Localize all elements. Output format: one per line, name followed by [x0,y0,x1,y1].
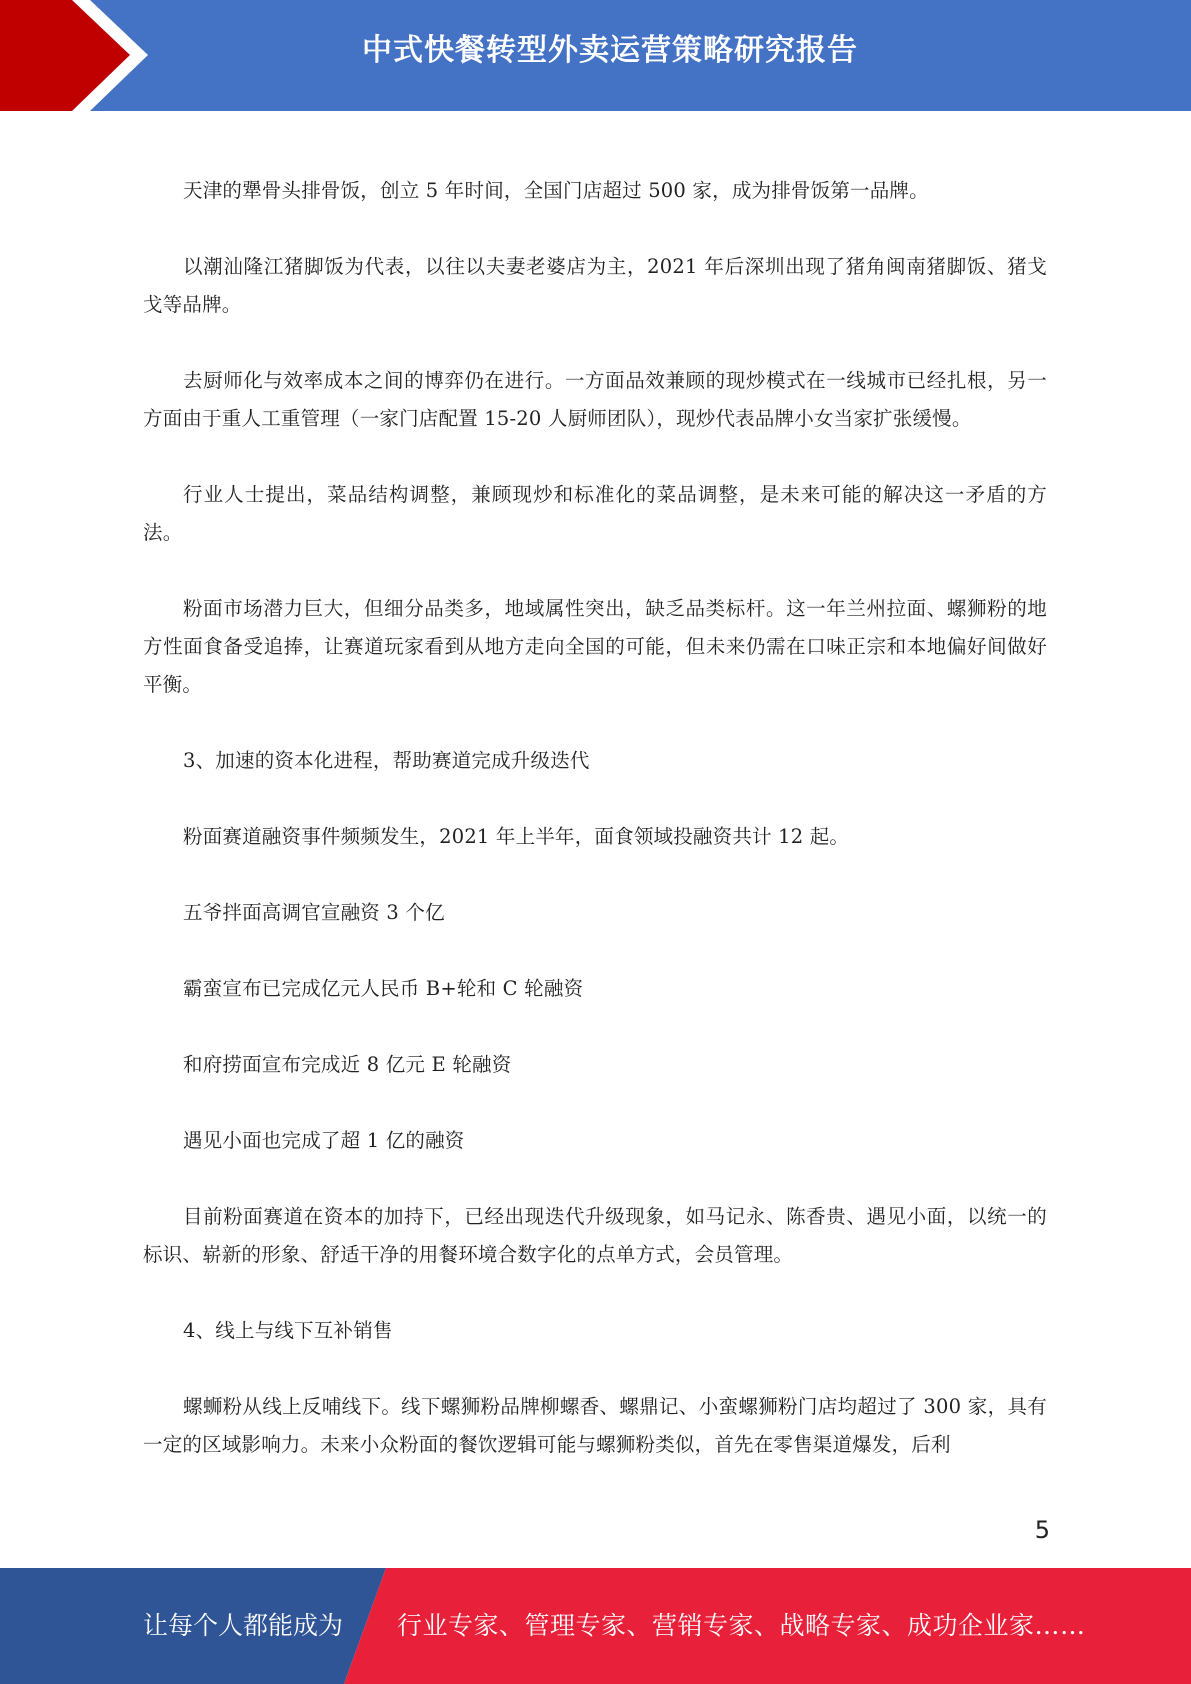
paragraph: 粉面赛道融资事件频频发生，2021 年上半年，面食领域投融资共计 12 起。 [183,825,850,848]
footer-slogan-left: 让每个人都能成为 [143,1611,344,1640]
list-item: 遇见小面也完成了超 1 亿的融资 [183,1129,465,1152]
paragraph: 以潮汕隆江猪脚饭为代表，以往以夫妻老婆店为主，2021 年后深圳出现了猪角闽南猪脚饭、猪戈戈等品牌。 [143,255,1047,316]
document-title: 中式快餐转型外卖运营策略研究报告 [362,33,858,68]
paragraph: 去厨师化与效率成本之间的博弈仍在进行。一方面品效兼顾的现炒模式在一线城市已经扎根，另一方面由于重人工重管理（一家门店配置 15-20 人厨师团队），现炒代表品牌小女当家扩张缓慢。 [143,369,1047,430]
page-header [0,0,1191,111]
page-number: 5 [1034,1516,1050,1544]
paragraph: 粉面市场潜力巨大，但细分品类多，地域属性突出，缺乏品类标杆。这一年兰州拉面、螺狮粉的地方性面食备受追捧，让赛道玩家看到从地方走向全国的可能，但未来仍需在口味正宗和本地偏好间做好平衡。 [143,597,1047,696]
page-footer [0,1568,1191,1684]
section-heading: 3、加速的资本化进程，帮助赛道完成升级迭代 [183,749,590,772]
section-heading: 4、线上与线下互补销售 [183,1319,393,1342]
footer-slogan-right: 行业专家、管理专家、营销专家、战略专家、成功企业家…… [397,1611,1086,1640]
list-item: 和府捞面宣布完成近 8 亿元 E 轮融资 [183,1053,512,1076]
paragraph: 天津的犟骨头排骨饭，创立 5 年时间，全国门店超过 500 家，成为排骨饭第一品牌。 [183,179,929,202]
paragraph: 行业人士提出，菜品结构调整，兼顾现炒和标准化的菜品调整，是未来可能的解决这一矛盾的方法。 [143,483,1047,544]
paragraph: 螺蛳粉从线上反哺线下。线下螺狮粉品牌柳螺香、螺鼎记、小蛮螺狮粉门店均超过了 300 家，具有一定的区域影响力。未来小众粉面的餐饮逻辑可能与螺狮粉类似，首先在零售渠道爆发，后利 [143,1395,1047,1456]
list-item: 霸蛮宣布已完成亿元人民币 B+轮和 C 轮融资 [183,977,584,1000]
paragraph: 目前粉面赛道在资本的加持下，已经出现迭代升级现象，如马记永、陈香贵、遇见小面，以统一的标识、崭新的形象、舒适干净的用餐环境合数字化的点单方式，会员管理。 [143,1205,1047,1266]
document-body [143,172,1047,1502]
list-item: 五爷拌面高调官宣融资 3 个亿 [183,901,445,924]
